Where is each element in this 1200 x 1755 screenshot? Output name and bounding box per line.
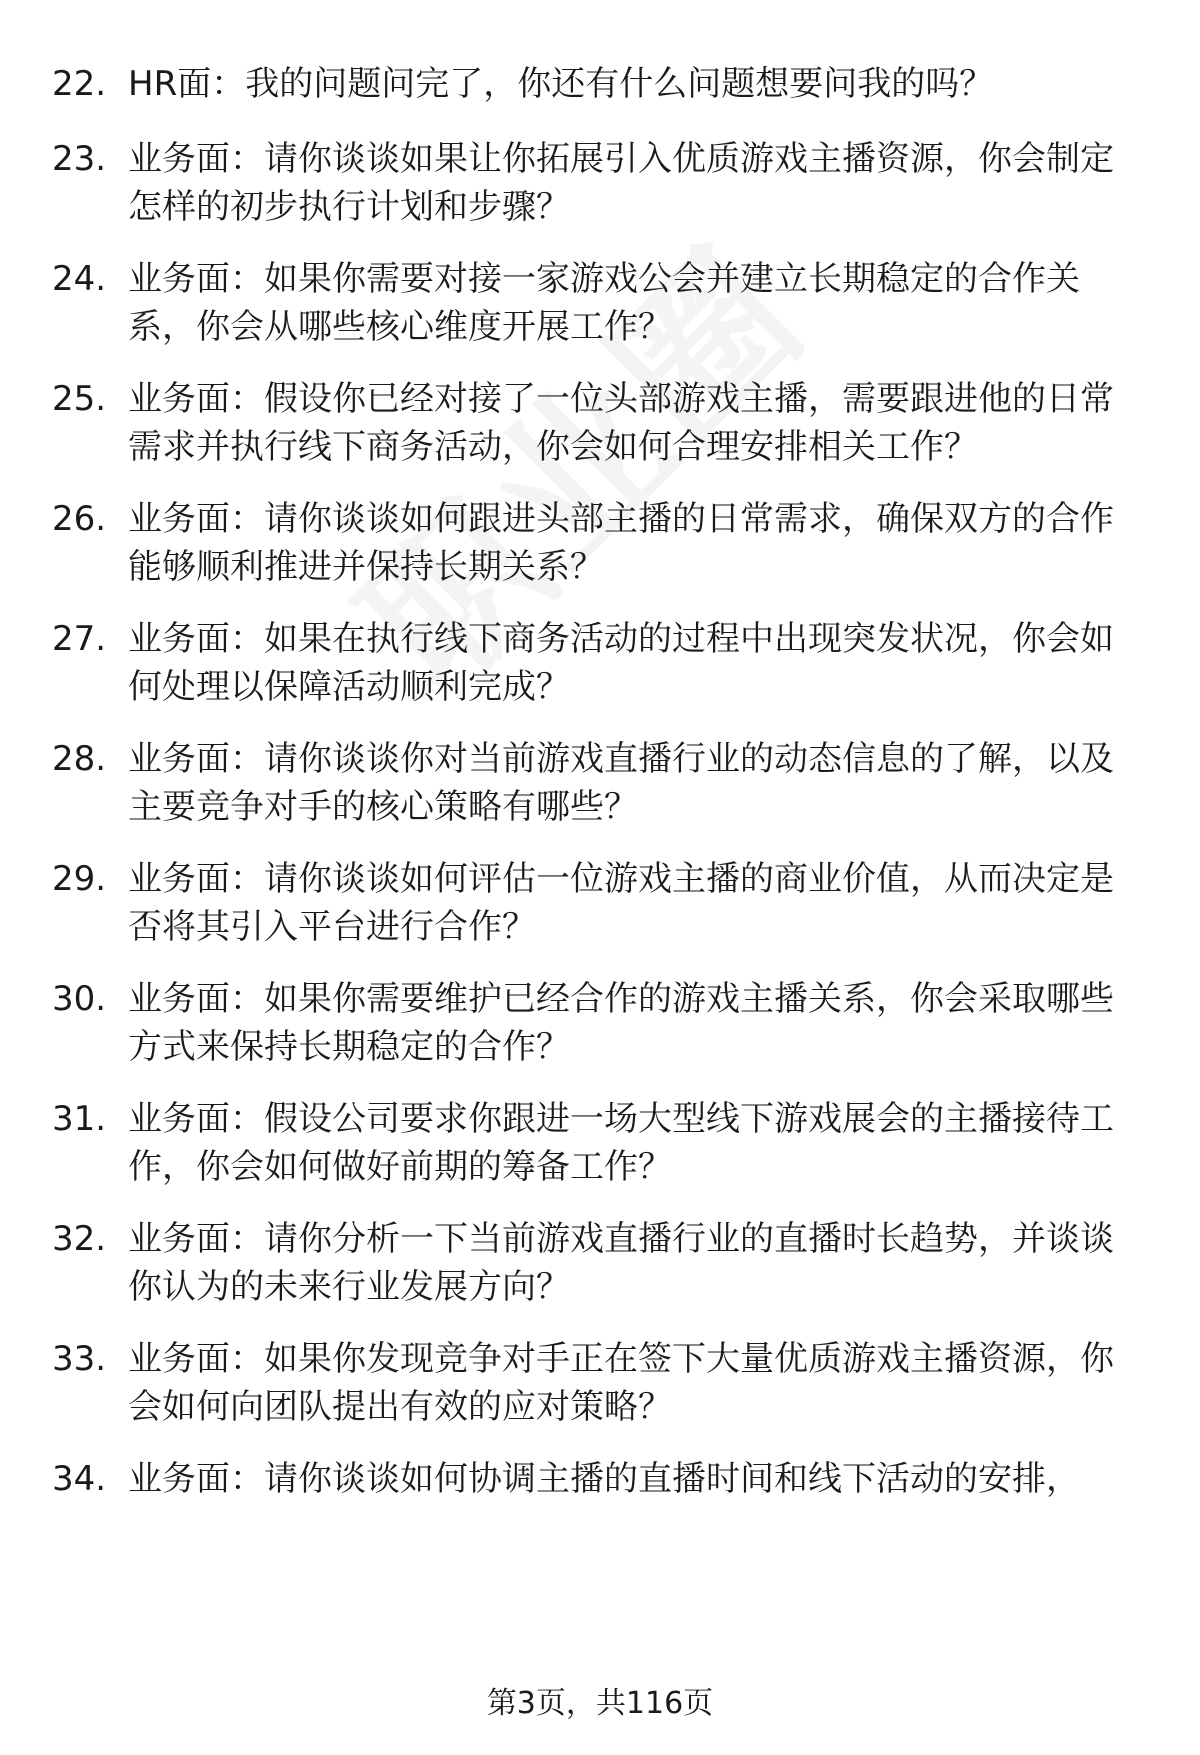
- page-footer: 第3页，共116页: [486, 1686, 714, 1721]
- question-number: 26.: [52, 499, 107, 539]
- question-text: 业务面：请你谈谈你对当前游戏直播行业的动态信息的了解，以及主要竞争对手的核心策略有哪些？: [128, 739, 1114, 827]
- question-number: 32.: [52, 1219, 107, 1259]
- question-number: 33.: [52, 1339, 107, 1379]
- question-text: 业务面：请你谈谈如果让你拓展引入优质游戏主播资源，你会制定怎样的初步执行计划和步骤？: [128, 139, 1114, 227]
- question-text: 业务面：请你谈谈如何跟进头部主播的日常需求，确保双方的合作能够顺利推进并保持长期关系？: [128, 499, 1114, 587]
- question-number: 29.: [52, 859, 107, 899]
- question-text: 业务面：假设公司要求你跟进一场大型线下游戏展会的主播接待工作，你会如何做好前期的筹备工作？: [128, 1099, 1114, 1187]
- question-number: 22.: [52, 64, 107, 104]
- question-text: 业务面：如果你需要维护已经合作的游戏主播关系，你会采取哪些方式来保持长期稳定的合作？: [128, 979, 1114, 1067]
- question-text: 业务面：假设你已经对接了一位头部游戏主播，需要跟进他的日常需求并执行线下商务活动，你会如何合理安排相关工作？: [128, 379, 1114, 467]
- question-text: 业务面：请你谈谈如何评估一位游戏主播的商业价值，从而决定是否将其引入平台进行合作？: [128, 859, 1114, 947]
- question-text: 业务面：如果你发现竞争对手正在签下大量优质游戏主播资源，你会如何向团队提出有效的应对策略？: [128, 1339, 1114, 1427]
- question-number: 30.: [52, 979, 107, 1019]
- question-number: 24.: [52, 259, 107, 299]
- question-number: 28.: [52, 739, 107, 779]
- question-text: HR面：我的问题问完了，你还有什么问题想要问我的吗？: [128, 64, 994, 104]
- question-number: 27.: [52, 619, 107, 659]
- question-text: 业务面：请你分析一下当前游戏直播行业的直播时长趋势，并谈谈你认为的未来行业发展方向？: [128, 1219, 1114, 1307]
- question-number: 34.: [52, 1459, 107, 1499]
- question-number: 31.: [52, 1099, 107, 1139]
- question-text: 业务面：如果在执行线下商务活动的过程中出现突发状况，你会如何处理以保障活动顺利完成？: [128, 619, 1114, 707]
- question-number: 23.: [52, 139, 107, 179]
- question-text: 业务面：请你谈谈如何协调主播的直播时间和线下活动的安排，: [128, 1459, 1080, 1499]
- question-text: 业务面：如果你需要对接一家游戏公会并建立长期稳定的合作关系，你会从哪些核心维度开展工作？: [128, 259, 1080, 347]
- question-number: 25.: [52, 379, 107, 419]
